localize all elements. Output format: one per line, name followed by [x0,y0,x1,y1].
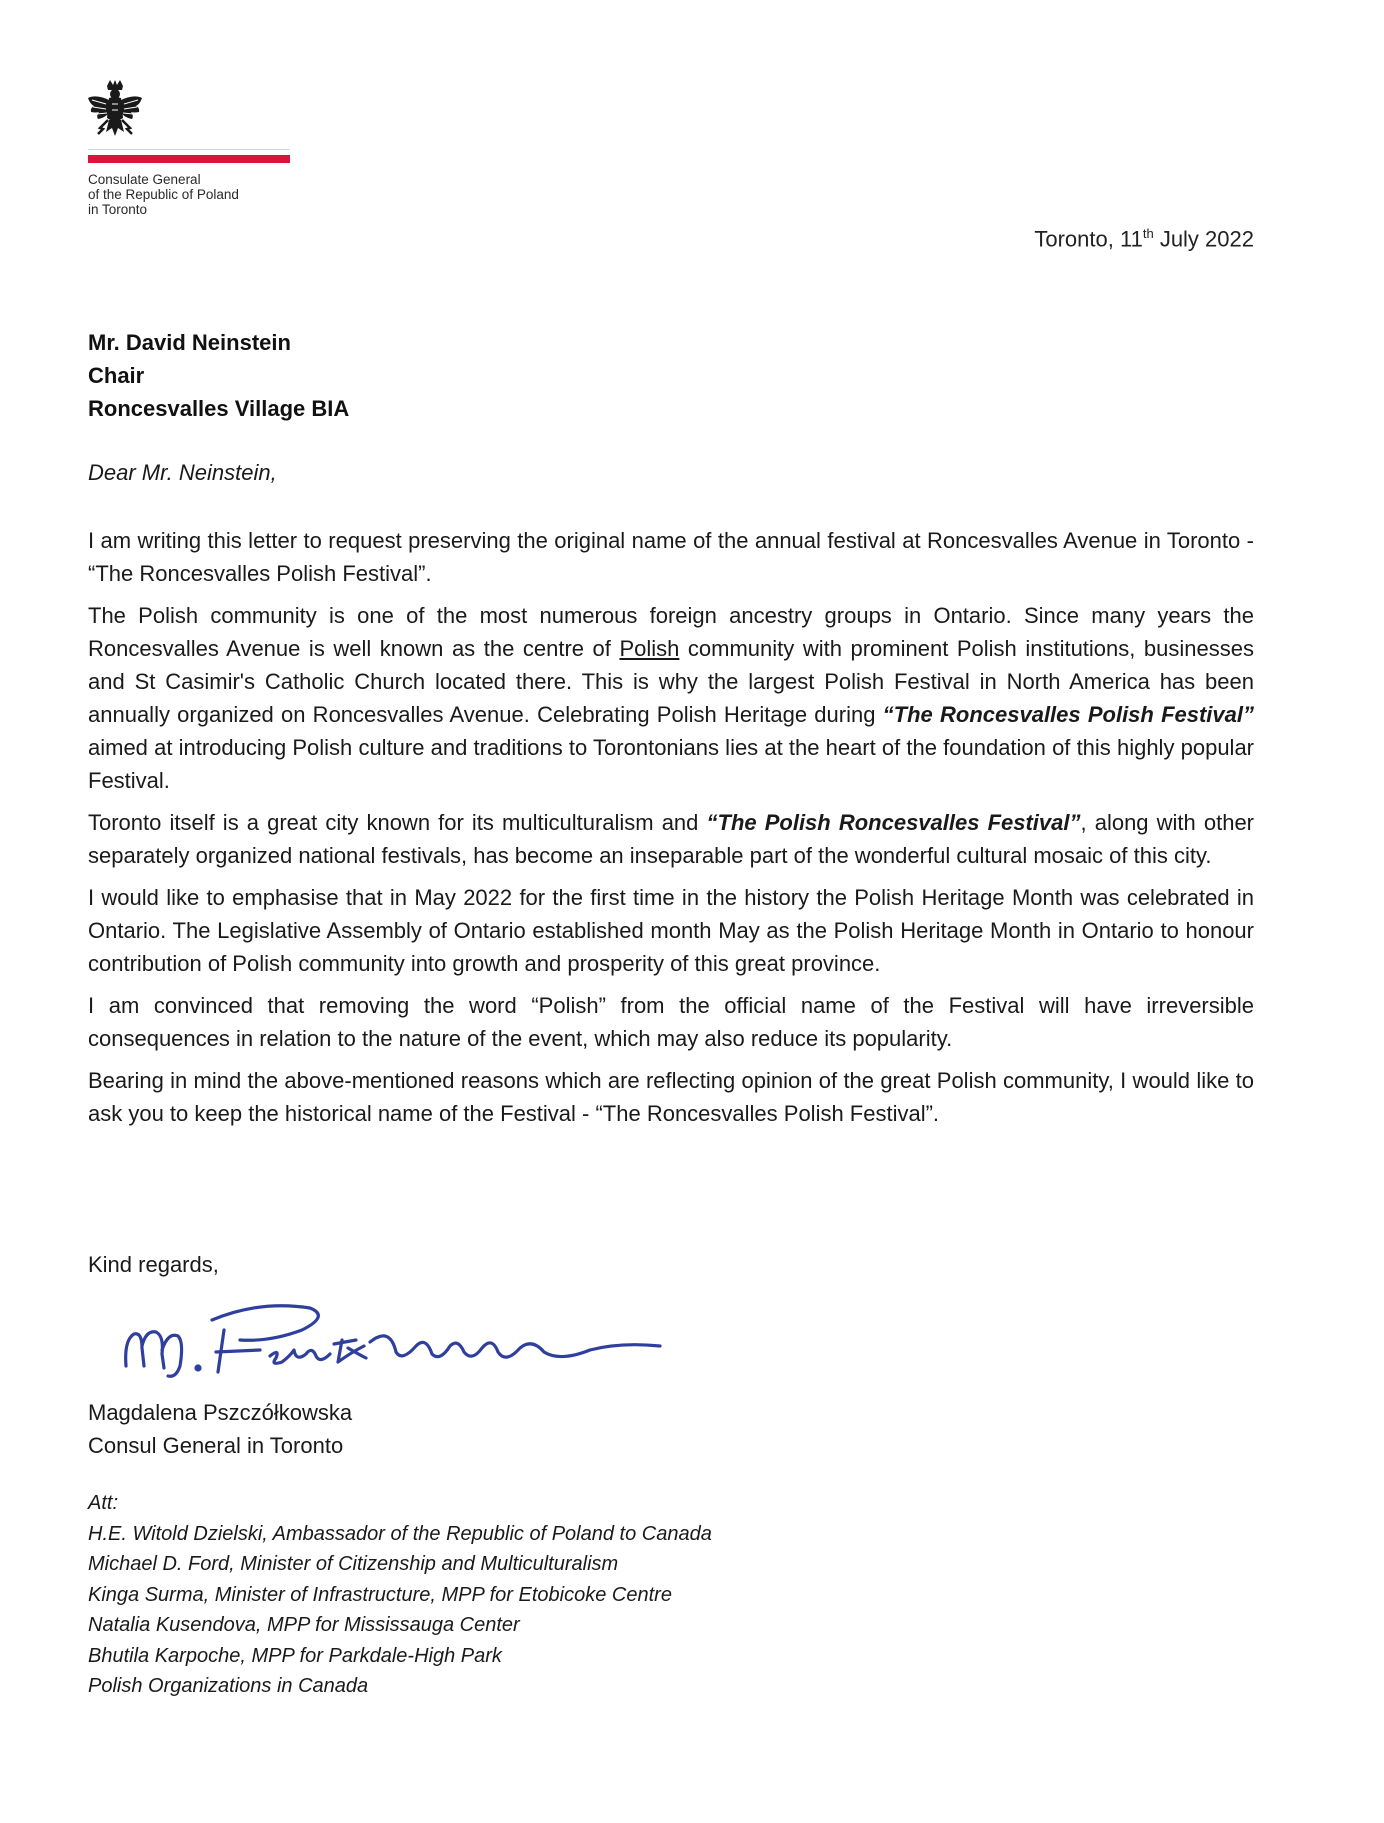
signer-block [88,1396,352,1462]
paragraph-2-text-b: community with prominent Polish institutions, businesses and St Casimir's Catholic Church located there. This is why the largest Polish Festival in North America has been annually organized on Roncesvalles Avenue. Celebrating Polish Heritage during [88,636,1254,727]
paragraph-1: I am writing this letter to request preserving the original name of the annual festival at Roncesvalles Avenue in Toronto - “The Roncesvalles Polish Festival”. [88,528,1254,586]
paragraph-3 [88,806,1254,872]
letter-body [88,524,1254,1139]
recipient-title: Chair [88,363,145,388]
att-item: Polish Organizations in Canada [88,1675,369,1697]
paragraph-6: Bearing in mind the above-mentioned reasons which are reflecting opinion of the great Polish community, I would like to ask you to keep the historical name of the Festival - “The Roncesvalles Polish Festival”. [88,1068,1254,1126]
signer-name: Magdalena Pszczółkowska [88,1400,353,1425]
paragraph-5: I am convinced that removing the word “Polish” from the official name of the Festival will have irreversible consequences in relation to the nature of the event, which may also reduce its popularity. [88,993,1254,1051]
att-item: H.E. Witold Dzielski, Ambassador of the Republic of Poland to Canada [88,1522,712,1545]
date-rest: July 2022 [1159,226,1254,252]
recipient-block [88,326,349,425]
att-item: Bhutila Karpoche, MPP for Parkdale-High Park [88,1644,502,1667]
paragraph-3-text-b: , along with other separately organized national festivals, has become an inseparable part of the wonderful cultural mosaic of this city. [88,810,1254,868]
att-item: Natalia Kusendova, MPP for Mississauga Center [88,1614,520,1636]
att-item: Kinga Surma, Minister of Infrastructure, MPP for Etobicoke Centre [88,1583,672,1606]
recipient-name: Mr. David Neinstein [88,330,291,355]
handwritten-signature [120,1296,680,1386]
date-suffix: th [1142,226,1154,241]
paragraph-3-festival-name: “The Polish Roncesvalles Festival” [706,810,1081,835]
closing: Kind regards, [88,1252,219,1277]
recipient-org: Roncesvalles Village BIA [88,396,350,421]
sender-organization [88,172,239,217]
paragraph-2-text-a: The Polish community is one of the most numerous foreign ancestry groups in Ontario. Since many years the Roncesvalles Avenue is well known as the centre of [88,603,1254,661]
org-line-3: in Toronto [88,202,148,217]
salutation: Dear Mr. Neinstein, [88,460,277,485]
letter-date [1034,226,1254,252]
org-line-2: of the Republic of Poland [88,187,239,202]
date-place: Toronto, [1034,226,1114,252]
att-item: Michael D. Ford, Minister of Citizenship and Multiculturalism [88,1553,619,1575]
signer-title: Consul General in Toronto [88,1433,344,1458]
paragraph-2 [88,599,1254,797]
date-day: 11 [1120,226,1143,252]
att-label: Att: [88,1492,119,1514]
polish-flag-stripe [88,149,290,163]
paragraph-4: I would like to emphasise that in May 2022 for the first time in the history the Polish Heritage Month was celebrated in Ontario. The Legislative Assembly of Ontario established month May as the Polish Heritage Month in Ontario to honour contribution of Polish community into growth and prosperity of this great province. [88,885,1254,976]
org-line-1: Consulate General [88,172,201,187]
paragraph-2-text-c: aimed at introducing Polish culture and traditions to Torontonians lies at the heart of the foundation of this highly popular Festival. [88,735,1254,793]
flag-red-band [88,155,290,163]
polish-eagle-icon [86,80,144,140]
paragraph-2-underlined: Polish [619,636,680,661]
paragraph-2-festival-name: “The Roncesvalles Polish Festival” [882,702,1255,727]
paragraph-3-text-a: Toronto itself is a great city known for its multiculturalism and [88,810,707,835]
attention-list [88,1488,712,1702]
